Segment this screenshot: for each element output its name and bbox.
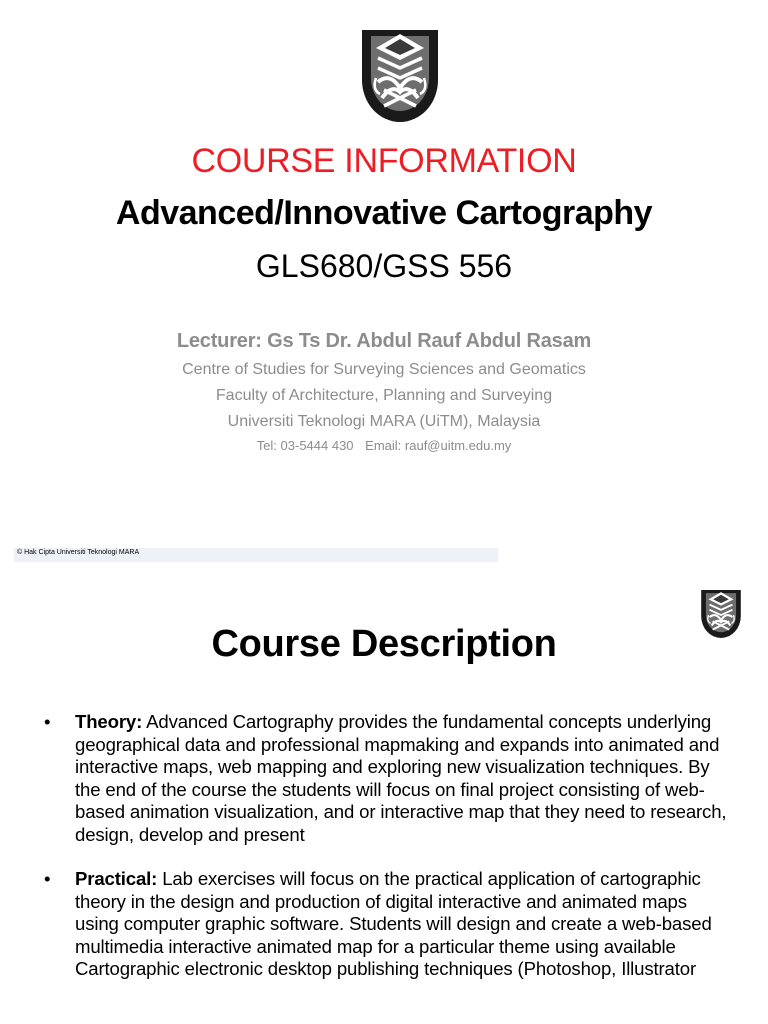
list-item-practical xyxy=(44,868,734,981)
uitm-crest-logo xyxy=(360,28,440,124)
contact-info xyxy=(0,438,768,453)
course-code: GLS680/GSS 556 xyxy=(255,248,513,284)
list-item-theory xyxy=(44,711,734,846)
bullet-point: • xyxy=(44,711,51,732)
faculty-line: Faculty of Architecture, Planning and Surveying xyxy=(215,387,553,404)
slide-heading: Course Description xyxy=(211,623,557,665)
telephone: Tel: 03-5444 430 xyxy=(256,438,354,453)
copyright-bar xyxy=(14,548,498,562)
slide-heading: COURSE INFORMATION xyxy=(191,142,577,180)
university-line: Universiti Teknologi MARA (UiTM), Malaysia xyxy=(227,413,541,430)
bullet-text: Lab exercises will focus on the practical application of cartographic theory in the design and production of digital interactive and animated maps using computer graphic software. Students will design and create a web-based multimedia interactive animated map for a particular theme using available Cartographic electronic desktop publishing techniques (Photoshop, Illustrator xyxy=(75,868,712,979)
course-name: Advanced/Innovative Cartography xyxy=(115,194,653,232)
bullet-point: • xyxy=(44,868,51,889)
slide-course-description xyxy=(0,576,768,1024)
bullet-text: Advanced Cartography provides the fundamental concepts underlying geographical data and professional mapmaking and expands into animated and interactive maps, web mapping and exploring new visualization techniques. By the end of the course the students will focus on final project consisting of web-based animation visualization, and or interactive map that they need to research, design, develop and present xyxy=(75,711,727,845)
email-address: Email: rauf@uitm.edu.my xyxy=(365,438,512,453)
bullet-label: Theory: xyxy=(75,711,143,732)
copyright-notice: © Hak Cipta Universiti Teknologi MARA xyxy=(17,549,140,556)
lecturer-name: Lecturer: Gs Ts Dr. Abdul Rauf Abdul Rasam xyxy=(176,330,592,352)
bullet-label: Practical: xyxy=(75,868,158,889)
description-list xyxy=(44,711,734,1003)
department-line: Centre of Studies for Surveying Sciences and Geomatics xyxy=(182,361,586,378)
